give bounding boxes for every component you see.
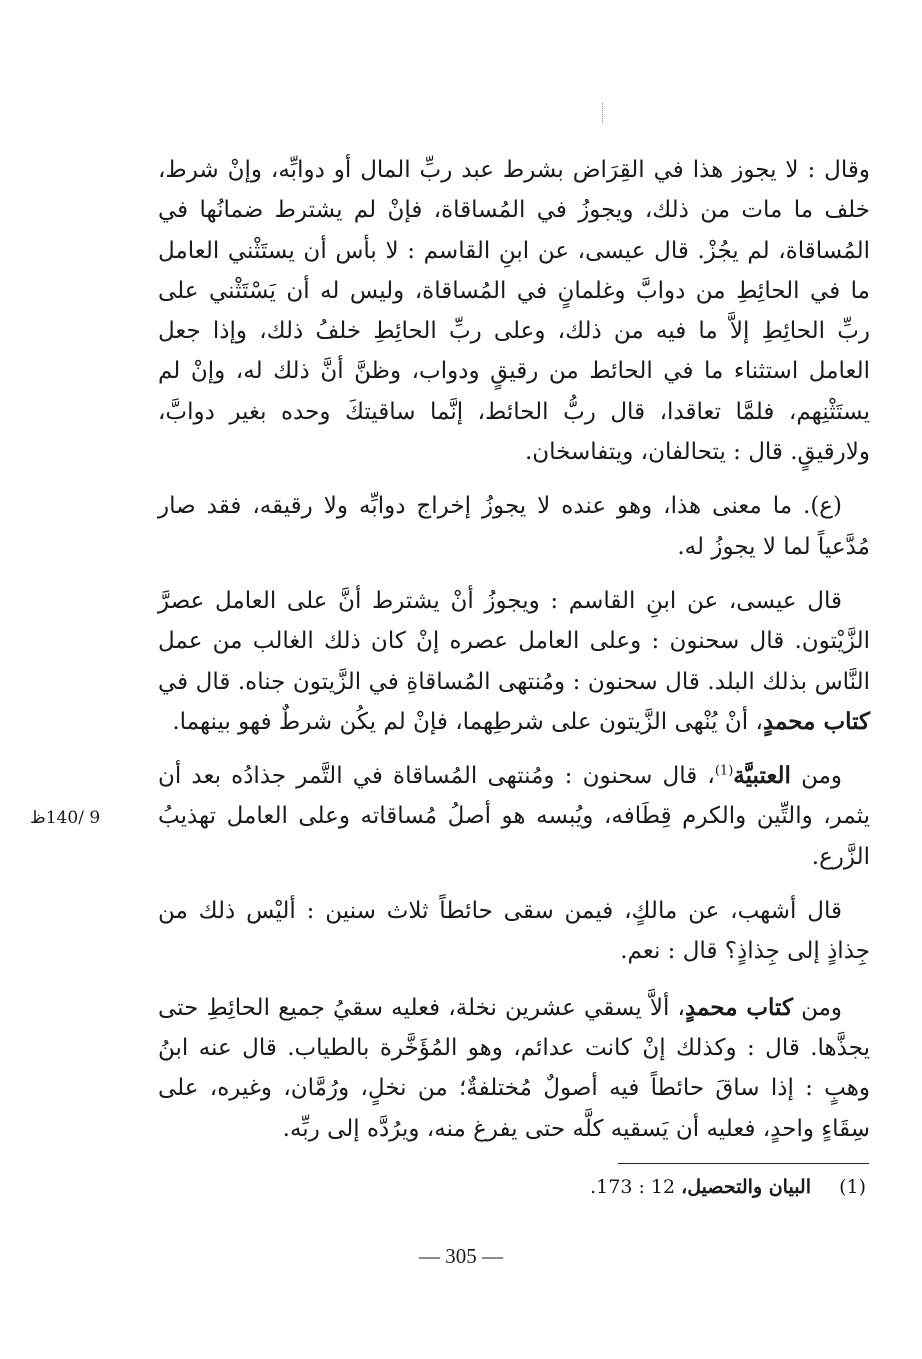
paragraph-6 xyxy=(158,988,870,1149)
text-span: قال أشهب، عن مالكٍ، فيمن سقى حائطاً ثلاث سنين : أليْس ذلك من جِذاذٍ إلى جِذاذٍ؟ قال : نعم. xyxy=(158,898,870,965)
footnote-number: (1) xyxy=(839,1176,866,1198)
book-title: كتاب محمدٍ xyxy=(684,993,793,1021)
footnote xyxy=(590,1176,866,1198)
text-span: ومن xyxy=(790,763,843,790)
paragraph-3 xyxy=(158,581,870,742)
text-span: ، قال سحنون : ومُنتهى المُساقاة في التَّمر جذادُه بعد أن يثمر، والتِّين والكرم قِطَافه، ويُبسه هو أصلُ مُساقاته وعلى العامل تهذيبُ الزَّرع. xyxy=(158,763,870,870)
text-span: ومن xyxy=(792,994,843,1021)
text-span: ، ألاَّ يسقي عشرين نخلة، فعليه سقيُ جميع الحائِطِ حتى يجذَّها. قال : وكذلك إنْ كانت عدائم، وهو المُؤَخَّرة بالطياب. قال عنه ابنُ وهبٍ : إذا ساقَ حائطاً فيه أصولٌ مُختلفةٌ؛ من نخلٍ، ورُمَّان، وغيره، على سِقَاءٍ واحدٍ، فعليه أن يَسقيه كلَّه حتى يفرغ منه، ويرُدَّه إلى ربِّه. xyxy=(158,994,870,1142)
paragraph-4 xyxy=(158,756,870,877)
footnote-marker: (1) xyxy=(714,763,734,779)
text-span: وقال : لا يجوز هذا في القِرَاض بشرط عبد ربِّ المال أو دوابِّه، وإنْ شرط، خلف ما مات من ذلك، ويجوزُ في المُساقاة، فإنْ لم يشترط ضمانُها في المُساقاة، لم يجُزْ. قال عيسى، عن ابنِ القاسم : لا بأس أن يستَثْني العامل ما في الحائِطِ من دوابَّ وغلمانٍ في المُساقاة، وليس له أن يَسْتَثْني على ربِّ الحائِطِ إلاَّ ما فيه من ذلك، وعلى ربِّ الحائِطِ خلفُ ذلك، وإذا جعل العامل استثناء ما في الحائط من رقيقٍ ودواب، وظنَّ أنَّ ذلك له، وإنْ لم يستَثْنِهم، فلمَّا تعاقدا، قال ربُّ الحائط، إنَّما ساقيتكَ وحده بغير دوابَّ، ولارقيقٍ. قال : يتحالفان، ويتفاسخان. xyxy=(158,157,870,466)
footnote-divider xyxy=(618,1163,869,1164)
paragraph-5 xyxy=(158,891,870,972)
book-title: العتبيَّة xyxy=(733,762,791,790)
paragraph-2 xyxy=(158,486,870,567)
text-span: ، أنْ يُنْهى الزَّيتون على شرطِهما، فإنْ لم يكُن شرطٌ فهو بينهما. xyxy=(172,708,763,735)
book-title: كتاب محمدٍ xyxy=(762,707,870,735)
page-number: — 305 — xyxy=(419,1244,503,1268)
manuscript-folio-note: 9 /140ظ xyxy=(30,808,101,828)
footnote-title: البيان والتحصيل، xyxy=(681,1176,812,1198)
margin-dots xyxy=(602,103,605,123)
text-span: (ع). ما معنى هذا، وهو عنده لا يجوزُ إخراج دوابِّه ولا رقيقه، فقد صار مُدَّعياً لما لا يجوزُ له. xyxy=(158,493,870,560)
footnote-reference: 12 : 173. xyxy=(590,1176,676,1198)
text-span: قال عيسى، عن ابنِ القاسم : ويجوزُ أنْ يشترط أنَّ على العامل عصرَّ الزَّيْتون. قال سحنون : وعلى العامل عصره إنْ كان ذلك الغالب من عمل النَّاس بذلك البلد. قال سحنون : ومُنتهى المُساقاةِ في الزَّيتون جناه. قال في xyxy=(158,587,870,695)
paragraph-1 xyxy=(158,150,870,472)
main-text xyxy=(158,150,870,1149)
